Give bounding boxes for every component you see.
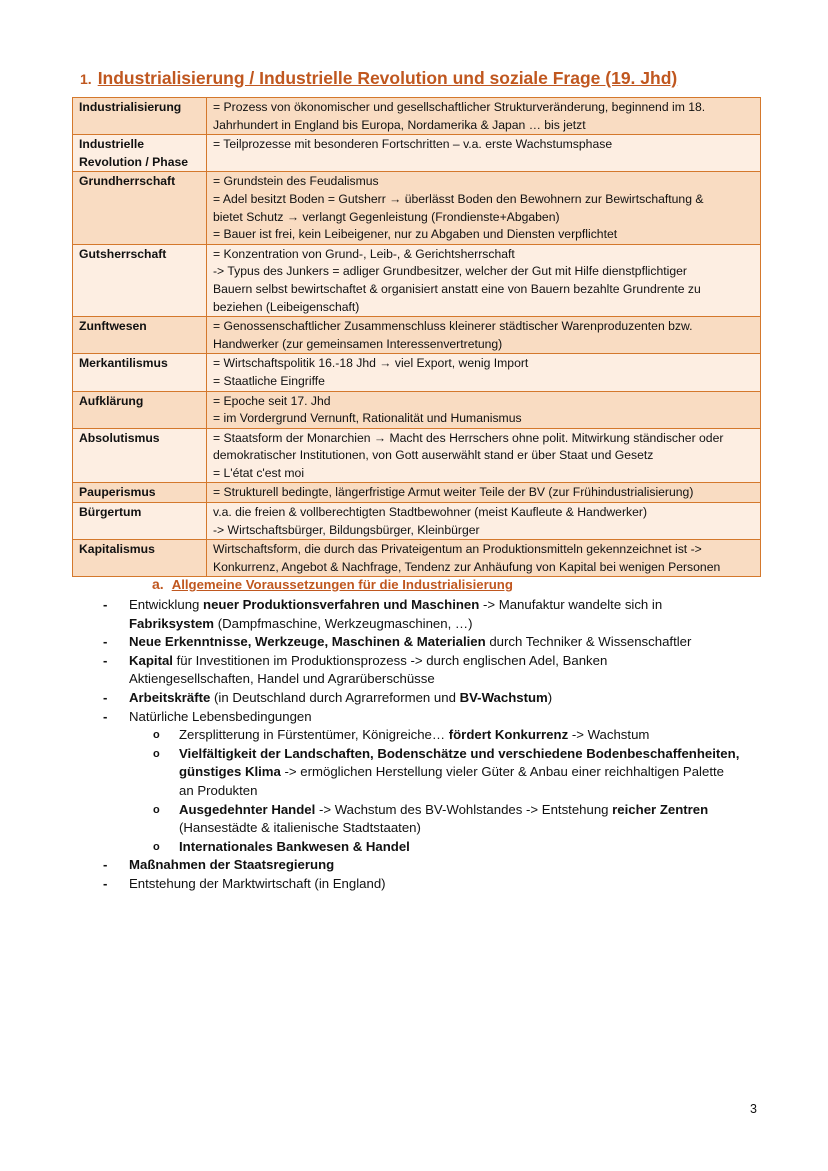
bold-text: neuer Produktionsverfahren und Maschinen [203,597,480,612]
definition-text: Konkurrenz, Angebot & Nachfrage, Tendenz zur Anhäufung von Kapital bei wenigen Personen [213,559,721,574]
term-cell [73,135,207,172]
definitions-table [72,97,761,577]
definition-text: = Adel besitzt Boden = Gutsherr → überlässt Boden den Bewohnern zur Bewirtschaftung & [213,191,704,206]
definition-text: = Prozess von ökonomischer und gesellschaftlicher Strukturveränderung, beginnend im 18. [213,100,706,114]
list-item [0,838,828,857]
table-row [73,540,761,577]
term-text: Revolution / Phase [79,154,189,169]
prerequisites-list [0,596,828,894]
definition-text: = Bauer ist frei, kein Leibeigener, nur zu Abgaben und Diensten verpflichtet [213,227,618,242]
definition-text: Wirtschaftsform, die durch das Privateigentum an Produktionsmitteln gekennzeichnet ist -> [213,542,702,557]
list-item [0,856,828,875]
bullet-marker: o [153,803,160,816]
list-item-line [179,838,828,857]
term-text: Absolutismus [79,430,160,445]
bullet-marker: - [103,875,108,891]
definition-text: Bauern selbst bewirtschaftet & organisiert anstatt eine von Bauern bezahlte Grundrente zu [213,281,701,296]
definition-text: = Genossenschaftlicher Zusammenschluss kleinerer städtischer Warenproduzenten bzw. [213,319,693,334]
bold-text: BV-Wachstum [459,689,548,705]
definition-text: demokratischer Institutionen, von Gott auserwählt stand er über Staat und Gesetz [213,448,654,463]
list-item-line [129,633,828,652]
bullet-marker: o [153,840,160,853]
bold-text: Kapital [129,652,173,668]
bold-text: Internationales Bankwesen & Handel [179,838,410,854]
term-cell [73,317,207,354]
list-item-line [129,689,828,708]
definition-text: Jahrhundert in England bis Europa, Nordamerika & Japan … bis jetzt [213,117,586,132]
table-row [73,317,761,354]
definition-cell [207,483,761,503]
text: für Investitionen im Produktionsprozess -> durch englischen Adel, Banken [172,652,608,668]
term-text: Gutsherrschaft [79,246,167,261]
bold-text: Maßnahmen der Staatsregierung [129,857,335,873]
text: (Hansestädte & italienische Stadtstaaten) [179,820,421,836]
text: -> Wachstum [568,727,650,743]
subsection-letter: a. [152,576,164,592]
table-row [73,391,761,428]
list-item [0,596,828,633]
bold-text: reicher Zentren [612,801,709,817]
definition-cell [207,172,761,244]
definition-text: = im Vordergrund Vernunft, Rationalität und Humanismus [213,411,522,426]
term-text: Bürgertum [79,505,142,520]
list-item-line [179,745,828,764]
table-row [73,244,761,316]
table-row [73,483,761,503]
list-item-line [179,819,828,838]
definition-text: -> Typus des Junkers = adliger Grundbesitzer, welcher der Gut mit Hilfe dienstpflichtiger [213,264,687,279]
term-text: Pauperismus [79,485,156,500]
definition-cell [207,135,761,172]
term-text: Merkantilismus [79,356,168,371]
term-text: Grundherrschaft [79,174,176,189]
list-item [0,875,828,894]
subsection-title: Allgemeine Voraussetzungen für die Industrialisierung [171,577,513,592]
term-cell [73,98,207,135]
term-cell [73,354,207,391]
definition-text: beziehen (Leibeigenschaft) [213,299,360,314]
bullet-marker: o [153,729,160,742]
section-heading [80,68,677,89]
bold-text: Fabriksystem [129,615,215,631]
list-item [0,689,828,708]
term-cell [73,172,207,244]
table-row [73,135,761,172]
definition-text: = Epoche seit 17. Jhd [213,393,331,408]
text: (Dampfmaschine, Werkzeugmaschinen, …) [214,615,473,631]
definition-cell [207,317,761,354]
table-row [73,503,761,540]
term-cell [73,483,207,503]
term-text: Aufklärung [79,393,144,408]
list-item [0,633,828,652]
text: Zersplitterung in Fürstentümer, Königreiche… [179,727,449,743]
text: (in Deutschland durch Agrarreformen und [210,689,460,705]
definition-text: Handwerker (zur gemeinsamen Interessenvertretung) [213,336,503,351]
text: Aktiengesellschaften, Handel und Agrarüberschüsse [129,671,435,687]
text: -> Wachstum des BV-Wohlstandes -> Entstehung [315,801,613,817]
definition-cell [207,540,761,577]
bold-text: Neue Erkenntnisse, Werkzeuge, Maschinen & Materialien [129,634,486,650]
text: Entstehung der Marktwirtschaft (in England) [129,875,386,891]
text: an Produkten [179,782,258,798]
list-item-line [179,763,828,782]
page-number: 3 [750,1102,757,1116]
term-cell [73,391,207,428]
bullet-marker: - [103,857,108,873]
definition-cell [207,503,761,540]
list-item-line [129,615,828,634]
section-title: Industrialisierung / Industrielle Revolution und soziale Frage (19. Jhd) [97,68,678,88]
list-item-line [129,708,828,727]
term-text: Industrialisierung [79,100,182,114]
term-cell [73,503,207,540]
list-item [0,745,828,801]
definition-text: = L'état c'est moi [213,465,305,480]
subsection-heading [152,576,513,592]
list-item-line [179,726,828,745]
text: durch Techniker & Wissenschaftler [485,634,692,650]
definition-text: = Strukturell bedingte, längerfristige Armut weiter Teile der BV (zur Frühindustrialisierung) [213,485,694,500]
definition-text: = Staatliche Eingriffe [213,373,325,388]
text: -> Manufaktur wandelte sich in [479,597,663,612]
bullet-marker: - [103,597,108,612]
text: Natürliche Lebensbedingungen [129,708,312,724]
definition-text: = Grundstein des Feudalismus [213,174,379,189]
bullet-marker: - [103,652,108,668]
definition-cell [207,391,761,428]
list-item [0,801,828,838]
term-text: Industrielle [79,137,145,152]
bullet-marker: - [103,634,108,650]
bold-text: fördert Konkurrenz [448,727,569,743]
list-item-line [129,670,828,689]
list-item-line [129,875,828,894]
definition-cell [207,98,761,135]
list-item-line [129,856,828,875]
table-row [73,428,761,483]
definition-text: = Staatsform der Monarchien → Macht des Herrschers ohne polit. Mitwirkung ständischer oder [213,430,724,445]
table-row [73,98,761,135]
definition-text: = Wirtschaftspolitik 16.-18 Jhd → viel Export, wenig Import [213,356,529,371]
list-item [0,726,828,745]
definition-cell [207,244,761,316]
text: ) [547,689,553,705]
list-item-line [129,596,828,615]
section-number: 1. [80,71,92,87]
bullet-marker: o [153,747,160,760]
bold-text: Vielfältigkeit der Landschaften, Bodenschätze und verschiedene Bodenbeschaffenheiten, [179,745,740,761]
bold-text: Arbeitskräfte [129,689,211,705]
term-cell [73,540,207,577]
term-text: Kapitalismus [79,542,155,557]
definition-cell [207,354,761,391]
list-item [0,708,828,727]
term-cell [73,244,207,316]
term-cell [73,428,207,483]
list-item-line [129,652,828,671]
bullet-marker: - [103,689,108,705]
definition-text: bietet Schutz → verlangt Gegenleistung (Frondienste+Abgaben) [213,209,560,224]
definition-text: = Konzentration von Grund-, Leib-, & Gerichtsherrschaft [213,246,515,261]
definition-text: v.a. die freien & vollberechtigten Stadtbewohner (meist Kaufleute & Handwerker) [213,505,648,520]
bold-text: Ausgedehnter Handel [179,801,316,817]
definition-text: = Teilprozesse mit besonderen Fortschritten – v.a. erste Wachstumsphase [213,137,613,152]
list-item [0,652,828,689]
list-item-line [179,782,828,801]
table-row [73,354,761,391]
definition-text: -> Wirtschaftsbürger, Bildungsbürger, Kleinbürger [213,522,480,537]
list-item-line [179,801,828,820]
bold-text: günstiges Klima [179,764,281,780]
table-row [73,172,761,244]
bullet-marker: - [103,708,108,724]
definition-cell [207,428,761,483]
text: Entwicklung [129,597,204,612]
term-text: Zunftwesen [79,319,147,334]
text: -> ermöglichen Herstellung vieler Güter & Anbau einer reichhaltigen Palette [280,764,724,780]
